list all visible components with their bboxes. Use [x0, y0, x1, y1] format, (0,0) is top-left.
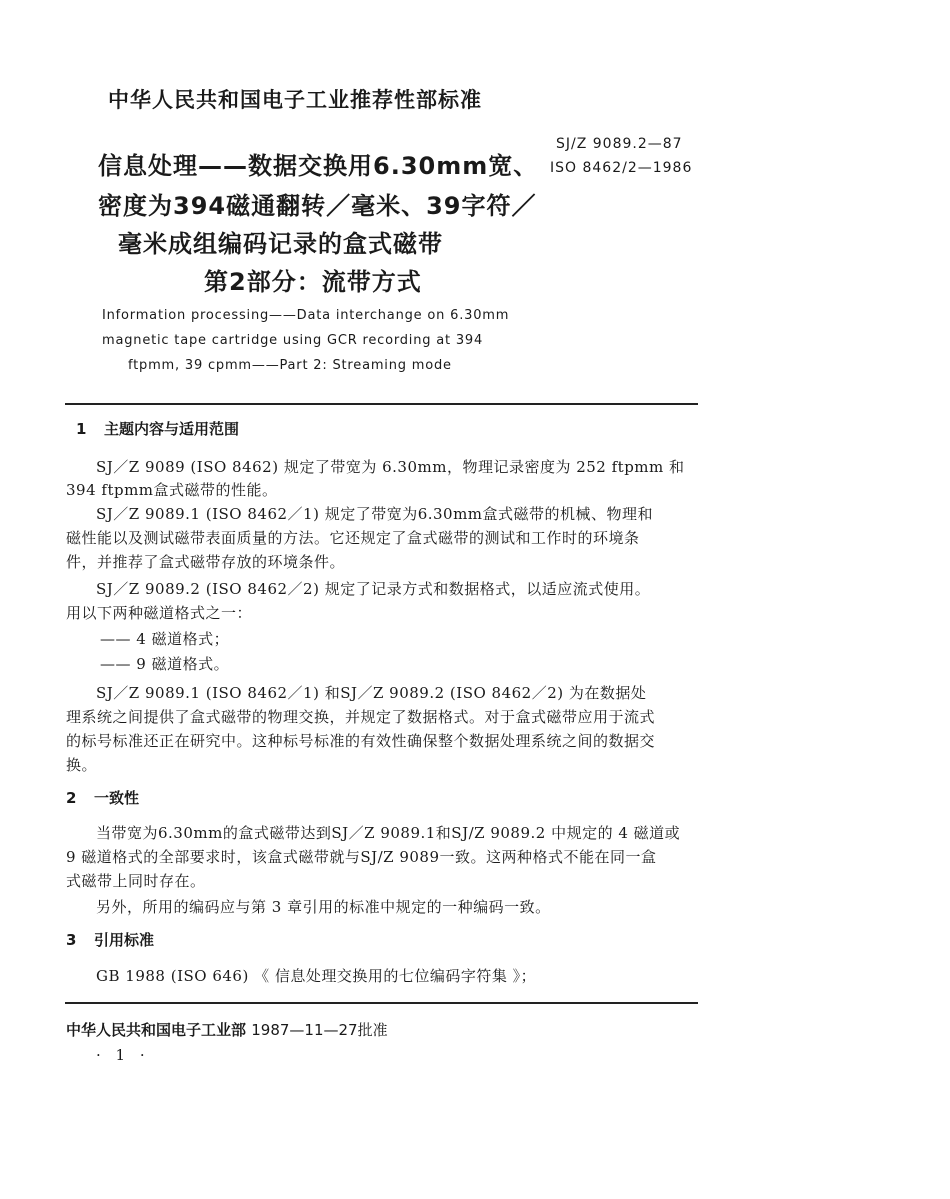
section-1-line: 件，并推荐了盒式磁带存放的环境条件。	[66, 553, 346, 571]
section-3-number: 3	[66, 931, 77, 949]
section-1-line: SJ／Z 9089.2 (ISO 8462／2) 规定了记录方式和数据格式，以适应流式使用。	[96, 580, 651, 598]
footer-approval	[66, 1019, 388, 1040]
section-1-title: 主题内容与适用范围	[104, 420, 240, 438]
list-item: —— 4 磁道格式；	[100, 630, 230, 648]
section-1-line: 换。	[66, 756, 98, 774]
section-1-line: 394 ftpmm盒式磁带的性能。	[66, 481, 278, 499]
section-1-line: 的标号标准还正在研究中。这种标号标准的有效性确保整个数据处理系统之间的数据交	[66, 732, 656, 750]
section-1-number: 1	[76, 420, 87, 438]
section-1-line: SJ／Z 9089.1 (ISO 8462／1) 和SJ／Z 9089.2 (ISO 8462／2) 为在数据处	[96, 684, 647, 702]
title-line-2: 密度为394磁通翻转／毫米、39字符／	[98, 192, 537, 220]
section-2-line: 式磁带上同时存在。	[66, 872, 206, 890]
english-title-line-2: magnetic tape cartridge using GCR recording at 394	[102, 333, 484, 348]
section-2-line: 当带宽为6.30mm的盒式磁带达到SJ／Z 9089.1和SJ/Z 9089.2 中规定的 4 磁道或	[96, 824, 681, 842]
bottom-divider	[65, 1002, 698, 1004]
section-2-line: 另外，所用的编码应与第 3 章引用的标准中规定的一种编码一致。	[96, 898, 551, 916]
section-1-line: 用以下两种磁道格式之一：	[66, 604, 253, 622]
section-3-heading	[66, 929, 154, 950]
section-2-heading	[66, 787, 139, 808]
section-1-line: 理系统之间提供了盒式磁带的物理交换，并规定了数据格式。对于盒式磁带应用于流式	[66, 708, 656, 726]
standard-number: SJ/Z 9089.2—87	[556, 136, 683, 152]
standard-issuer-header: 中华人民共和国电子工业推荐性部标准	[108, 88, 482, 112]
section-2-line: 9 磁道格式的全部要求时，该盒式磁带就与SJ/Z 9089一致。这两种格式不能在同一盒	[66, 848, 657, 866]
top-divider	[65, 403, 698, 405]
section-2-number: 2	[66, 789, 77, 807]
title-line-1: 信息处理——数据交换用6.30mm宽、	[98, 152, 539, 180]
section-3-title: 引用标准	[94, 931, 155, 949]
section-2-title: 一致性	[94, 789, 140, 807]
section-1-line: 磁性能以及测试磁带表面质量的方法。它还规定了盒式磁带的测试和工作时的环境条	[66, 529, 640, 547]
iso-number: ISO 8462/2—1986	[550, 160, 693, 176]
english-title-line-3: ftpmm, 39 cpmm——Part 2: Streaming mode	[128, 358, 452, 373]
english-title-line-1: Information processing——Data interchange on 6.30mm	[102, 308, 510, 323]
section-1-line: SJ／Z 9089 (ISO 8462) 规定了带宽为 6.30mm，物理记录密度为 252 ftpmm 和	[96, 458, 685, 476]
approval-date: 1987—11—27批准	[251, 1021, 388, 1039]
list-item: —— 9 磁道格式。	[100, 655, 230, 673]
title-line-4: 第2部分：流带方式	[204, 268, 422, 296]
section-1-heading	[76, 418, 239, 439]
title-line-3: 毫米成组编码记录的盒式磁带	[118, 230, 443, 258]
page-number: · 1 ·	[96, 1046, 150, 1064]
section-3-line: GB 1988 (ISO 646) 《 信息处理交换用的七位编码字符集 》；	[96, 967, 537, 985]
footer-organization: 中华人民共和国电子工业部	[66, 1021, 247, 1039]
section-1-line: SJ／Z 9089.1 (ISO 8462／1) 规定了带宽为6.30mm盒式磁带的机械、物理和	[96, 505, 654, 523]
